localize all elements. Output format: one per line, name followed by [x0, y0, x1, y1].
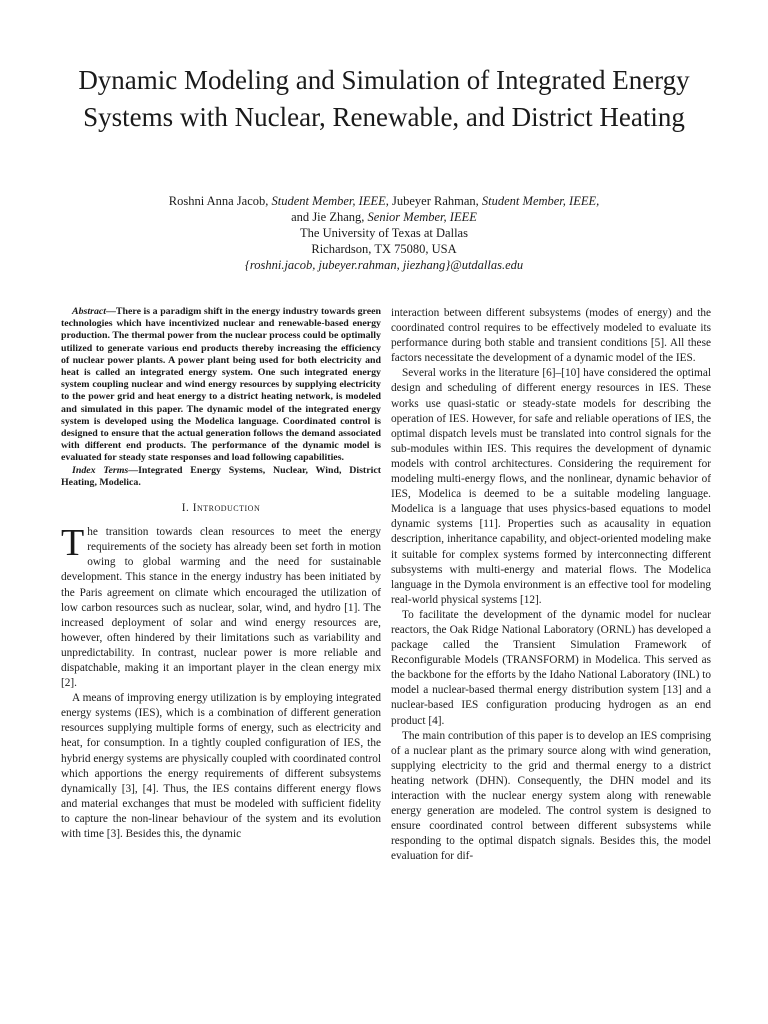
abstract-paragraph: Abstract—There is a paradigm shift in the energy industry towards green technologies which have incentivized nuclear and renewable-based energy production. The thermal power from the nuclear process could be optimally utilized to generate various end products thereby increasing the efficiency of nuclear power plants. A power plant being used for both electricity and heat is called an integrated energy system. One such integrated energy system coupling nuclear and wind energy resources by supplying electricity to the power grid and heat energy to a district heating network, is modeled and simulated in this paper. The dynamic model of the integrated energy system is developed using the Modelica language. Coordinated control is designed to ensure that the actual generation follows the demand associated with different end products. The performance of the dynamic model is evaluated for steady state responses and load following capabilities. — [61, 306, 381, 464]
author-line-2: and Jie Zhang, Senior Member, IEEE — [291, 210, 477, 224]
author-org: IEEE — [358, 194, 386, 208]
author-org: IEEE — [569, 194, 597, 208]
index-terms-text: Integrated Energy Systems, Nuclear, Wind, District Heating, Modelica. — [61, 464, 381, 488]
body-paragraph: To facilitate the development of the dynamic model for nuclear reactors, the Oak Ridge National Laboratory (ORNL) has developed a package called the Transient Simulation Framework of Reconfigurable Models (TRANSFORM) in Modelica. This served as the backbone for the efforts by the Idaho National Laboratory (INL) to model a nuclear-based thermal energy distribution system [13] and a nuclear-based IES configuration producing hydrogen as an end product [4]. — [391, 608, 711, 727]
body-paragraph: The main contribution of this paper is to develop an IES comprising of a nuclear plant as the primary source along with wind generation, supplying electricity to the grid and thermal energy to a district heating network (DHN). Consequently, the DHN model and its interaction with the nuclear energy system along with renewable energy generation are modeled. The control system is designed to ensure coordinated control between different subsystems while responding to the optimal dispatch signals. Besides this, the model evaluation for dif- — [391, 729, 711, 863]
abstract-label: Abstract — [72, 306, 107, 317]
author-name: Jie Zhang — [312, 210, 362, 224]
author-role: Student Member — [271, 194, 353, 208]
author-block — [40, 193, 728, 273]
author-role: Student Member — [481, 194, 563, 208]
section-title: Introduction — [192, 502, 261, 515]
author-name: Roshni Anna Jacob — [168, 194, 266, 208]
abstract-text: There is a paradigm shift in the energy industry towards green technologies which have incentivized nuclear and renewable-based energy production. The thermal power from the nuclear process could be optimally utilized to generate various end products thereby increasing the efficiency of nuclear power plants. A power plant being used for both electricity and heat is called an integrated energy system. One such integrated energy system coupling nuclear and wind energy resources by supplying electricity to the power grid and heat energy to a district heating network, is modeled and simulated in this paper. The dynamic model of the integrated energy system is developed using the Modelica language. Coordinated control is designed to ensure that the actual generation follows the demand associated with different end products. The performance of the dynamic model is evaluated for steady state responses and load following capabilities. — [61, 306, 381, 464]
index-terms: Index Terms—Integrated Energy Systems, Nuclear, Wind, District Heating, Modelica. — [61, 464, 381, 488]
author-name: Jubeyer Rahman — [392, 194, 476, 208]
author-org: IEEE — [449, 210, 477, 224]
body-paragraph: A means of improving energy utilization is by employing integrated energy systems (IES), which is a combination of different generation resources supplying multiple forms of energy, such as electricity and heat, for consumption. In a tightly coupled configuration of IES, the hybrid energy systems are physically coupled with coordinated control which apportions the energy requirements of different subsystems dynamically [3], [4]. Thus, the IES contains different energy flows and material exchanges that must be modeled with sufficient fidelity to capture the non-linear behaviour of the system and its evolution with time [3]. Besides this, the dynamic — [61, 692, 381, 841]
drop-cap: T — [61, 522, 85, 565]
email: {roshni.jacob, jubeyer.rahman, jiezhang}@utdallas.edu — [244, 258, 524, 272]
paper-title: Dynamic Modeling and Simulation of Integrated Energy Systems with Nuclear, Renewable, and District Heating — [78, 65, 690, 132]
abstract — [61, 306, 381, 489]
section-heading — [61, 501, 381, 516]
section-number: I. — [181, 502, 190, 515]
body-paragraph: Several works in the literature [6]–[10] have considered the optimal design and scheduling of different energy resources in IES. These works use quasi-static or steady-state models for describing the operation of IES. However, for safe and reliable operations of IES, the optimal dispatch levels must be translated into control signals for the sub-modules within IES. This requires the development of dynamic models with control architectures. Considering the requirement for modeling multi-energy flows, and the nonlinear, dynamic behavior of IES, Modelica is deemed to be a suitable modeling language. Modelica is a language that uses physics-based equations to model dynamic systems [11]. Properties such as acausality in equation description, inheritance capability, and object-oriented modeling make it suitable for complex systems formed by interconnecting different subsystems with multi-energy and material flows. The Modelica language in the Dymola environment is an effective tool for modeling real-world physical systems [12]. — [391, 367, 711, 606]
author-role: Senior Member — [367, 210, 444, 224]
address: Richardson, TX 75080, USA — [311, 242, 457, 256]
right-column — [391, 306, 711, 864]
left-column — [61, 306, 381, 842]
author-line-1: Roshni Anna Jacob, Student Member, IEEE, Jubeyer Rahman, Student Member, IEEE, — [168, 194, 600, 208]
body-paragraph: The transition towards clean resources to meet the energy requirements of the society has already been set forth in motion owing to global warming and the need for sustainable development. This stance in the energy industry has been initiated by the Paris agreement on climate which encouraged the utilization of low carbon resources such as nuclear, solar, wind, and hydro [1]. The increased deployment of solar and wind energy resources are, however, often hindered by their limitations such as variability and unpredictability. In contrast, nuclear power is more reliable and dispatchable, making it an important player in the clean energy mix [2]. — [61, 522, 381, 690]
index-terms-label: Index Terms — [72, 464, 129, 476]
body-paragraph: interaction between different subsystems (modes of energy) and the coordinated control requires to be effectively modeled to evaluate its performance during both stable and transient conditions [5]. All these factors necessitate the development of a dynamic model of the IES. — [391, 307, 711, 365]
affiliation: The University of Texas at Dallas — [300, 226, 468, 240]
